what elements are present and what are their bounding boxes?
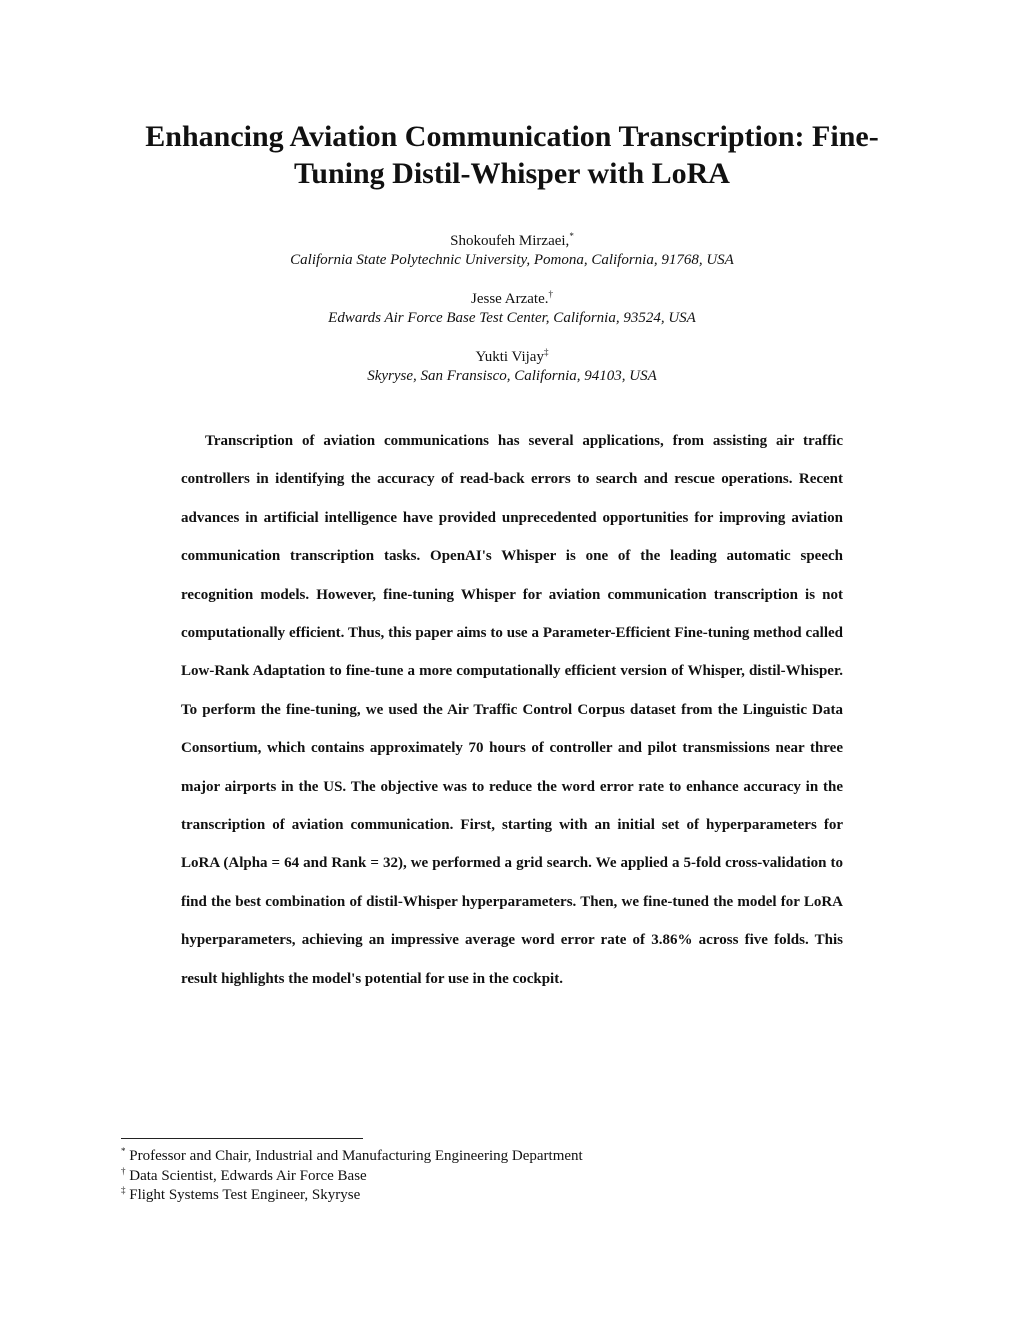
footnotes bbox=[121, 1147, 901, 1206]
title-line-1: Enhancing Aviation Communication Transcription: Fine- bbox=[145, 120, 879, 153]
abstract: Transcription of aviation communications has several applications, from assisting air traffic controllers in identifying the accuracy of read-back errors to search and rescue operations. Recent advances in artificial intelligence have provided unprecedented opportunities for improving aviation communication transcription tasks. OpenAI's Whisper is one of the leading automatic speech recognition models. However, fine-tuning Whisper for aviation communication transcription is not computationally efficient. Thus, this paper aims to use a Parameter-Efficient Fine-tuning method called Low-Rank Adaptation to fine-tune a more computationally efficient version of Whisper, distil-Whisper. To perform the fine-tuning, we used the Air Traffic Control Corpus dataset from the Linguistic Data Consortium, which contains approximately 70 hours of controller and pilot transmissions near three major airports in the US. The objective was to reduce the word error rate to enhance accuracy in the transcription of aviation communication. First, starting with an initial set of hyperparameters for LoRA (Alpha = 64 and Rank = 32), we performed a grid search. We applied a 5-fold cross-validation to find the best combination of distil-Whisper hyperparameters. Then, we fine-tuned the model for LoRA hyperparameters, achieving an impressive average word error rate of 3.86% across five folds. This result highlights the model's potential for use in the cockpit. bbox=[181, 433, 843, 987]
author-affiliation: California State Polytechnic University, Pomona, California, 91768, USA bbox=[290, 252, 734, 268]
author-2 bbox=[100, 290, 924, 328]
author-name: Yukti Vijay‡ bbox=[475, 347, 549, 365]
title-line-2: Tuning Distil-Whisper with LoRA bbox=[294, 157, 730, 190]
footnote-divider bbox=[121, 1138, 363, 1139]
paper-title bbox=[100, 118, 924, 192]
author-1 bbox=[100, 232, 924, 270]
footnote: * Professor and Chair, Industrial and Manufacturing Engineering Department bbox=[121, 1146, 583, 1164]
footnote-mark: † bbox=[548, 289, 553, 299]
footnote-mark: ‡ bbox=[543, 347, 549, 357]
footnote-mark: * bbox=[569, 231, 574, 241]
author-affiliation: Edwards Air Force Base Test Center, California, 93524, USA bbox=[328, 310, 696, 326]
author-name: Shokoufeh Mirzaei,* bbox=[450, 231, 574, 249]
author-3 bbox=[100, 348, 924, 386]
author-affiliation: Skyryse, San Fransisco, California, 94103, USA bbox=[367, 368, 657, 384]
author-name: Jesse Arzate.† bbox=[471, 289, 553, 307]
footnote: ‡ Flight Systems Test Engineer, Skyryse bbox=[121, 1185, 361, 1203]
footnote: † Data Scientist, Edwards Air Force Base bbox=[121, 1165, 367, 1184]
